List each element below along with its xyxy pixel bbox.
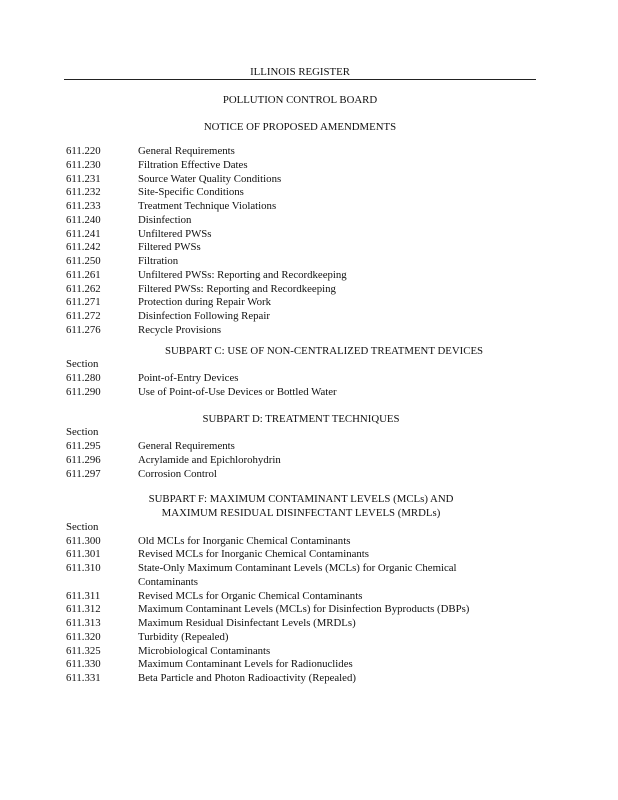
section-number: 611.313 — [66, 617, 101, 629]
notice-title: NOTICE OF PROPOSED AMENDMENTS — [203, 121, 397, 133]
section-title: Maximum Contaminant Levels (MCLs) for Disinfection Byproducts (DBPs) — [138, 603, 470, 616]
subpart-f-heading: SUBPART F: MAXIMUM CONTAMINANT LEVELS (MCLs) AND — [148, 493, 454, 506]
section-title: Disinfection Following Repair — [138, 310, 270, 322]
toc-row — [66, 386, 536, 400]
toc-row — [66, 645, 536, 659]
toc-row — [66, 186, 536, 200]
section-title: General Requirements — [138, 440, 235, 452]
section-number: 611.220 — [66, 145, 101, 157]
section-number: 611.311 — [66, 589, 101, 602]
section-column-label: Section — [66, 358, 99, 371]
toc-row — [66, 214, 536, 228]
toc-row — [66, 535, 536, 549]
toc-row — [66, 617, 536, 631]
section-number: 611.280 — [66, 372, 101, 384]
section-title: Filtered PWSs: Reporting and Recordkeeping — [138, 282, 336, 295]
header-rule — [64, 79, 536, 80]
section-title: Revised MCLs for Organic Chemical Contaminants — [138, 589, 363, 602]
toc-row — [66, 241, 536, 255]
toc-row — [66, 440, 536, 454]
section-number: 611.295 — [66, 440, 101, 452]
section-title: Unfiltered PWSs: Reporting and Recordkeeping — [138, 268, 347, 281]
section-title: Beta Particle and Photon Radioactivity (Repealed) — [138, 672, 356, 684]
toc-row — [66, 658, 536, 672]
section-title: Use of Point-of-Use Devices or Bottled Water — [138, 385, 337, 398]
toc-row — [66, 562, 536, 576]
subpart-c-heading: SUBPART C: USE OF NON-CENTRALIZED TREATMENT DEVICES — [164, 344, 484, 357]
section-number: 611.325 — [66, 644, 101, 657]
toc-row — [66, 631, 536, 645]
register-title: ILLINOIS REGISTER — [250, 66, 350, 78]
section-title: Filtration Effective Dates — [138, 158, 248, 171]
section-column-label: Section — [66, 520, 99, 533]
section-title: Microbiological Contaminants — [138, 644, 271, 657]
section-number: 611.300 — [66, 534, 101, 547]
toc-row — [66, 159, 536, 173]
section-column-label: Section — [66, 426, 99, 439]
section-number: 611.233 — [66, 200, 101, 212]
section-number: 611.262 — [66, 282, 101, 295]
section-title: Turbidity (Repealed) — [138, 630, 229, 643]
section-number: 611.276 — [66, 323, 101, 336]
section-title: Source Water Quality Conditions — [138, 172, 282, 185]
section-title: Recycle Provisions — [138, 323, 222, 336]
toc-row — [66, 324, 536, 338]
section-number: 611.301 — [66, 548, 101, 561]
section-title: Filtration — [138, 255, 179, 267]
section-number: 611.297 — [66, 467, 101, 480]
toc-row — [66, 228, 536, 242]
section-number: 611.290 — [66, 385, 101, 398]
section-number: 611.231 — [66, 172, 101, 185]
subpart-b-list — [66, 145, 536, 338]
toc-row — [66, 296, 536, 310]
toc-row — [66, 145, 536, 159]
section-title: Treatment Technique Violations — [138, 200, 277, 212]
table-of-contents — [66, 145, 536, 686]
section-title: Point-of-Entry Devices — [138, 372, 239, 384]
section-number: 611.271 — [66, 296, 101, 309]
toc-row — [66, 548, 536, 562]
toc-row — [66, 454, 536, 468]
toc-row — [66, 310, 536, 324]
section-title: General Requirements — [138, 145, 235, 157]
toc-row — [66, 672, 536, 686]
toc-row — [66, 603, 536, 617]
section-number: 611.240 — [66, 213, 101, 226]
section-number: 611.331 — [66, 672, 101, 684]
section-number: 611.230 — [66, 158, 101, 171]
section-number: 611.242 — [66, 241, 101, 254]
section-number: 611.250 — [66, 255, 101, 267]
toc-row — [66, 269, 536, 283]
section-title: Disinfection — [138, 213, 192, 226]
section-number: 611.261 — [66, 268, 101, 281]
section-number: 611.232 — [66, 186, 101, 199]
subpart-f-heading-line2: MAXIMUM RESIDUAL DISINFECTANT LEVELS (MRDLs) — [161, 507, 441, 519]
toc-row — [66, 255, 536, 269]
section-number: 611.296 — [66, 453, 101, 466]
section-number: 611.241 — [66, 227, 101, 240]
toc-row — [66, 590, 536, 604]
section-number: 611.310 — [66, 562, 101, 574]
toc-row — [66, 372, 536, 386]
section-title: Protection during Repair Work — [138, 296, 271, 309]
section-title: Old MCLs for Inorganic Chemical Contaminants — [138, 534, 351, 547]
toc-row — [66, 283, 536, 297]
section-title: Maximum Contaminant Levels for Radionuclides — [138, 658, 353, 671]
section-number: 611.272 — [66, 310, 101, 322]
section-title: Filtered PWSs — [138, 241, 201, 254]
section-title: Site-Specific Conditions — [138, 186, 244, 199]
toc-row — [66, 468, 536, 482]
section-number: 611.320 — [66, 630, 101, 643]
toc-row — [66, 200, 536, 214]
section-title: Revised MCLs for Inorganic Chemical Contaminants — [138, 548, 369, 561]
section-title: Maximum Residual Disinfectant Levels (MRDLs) — [138, 617, 356, 629]
section-title: Unfiltered PWSs — [138, 227, 212, 240]
section-title-continuation: Contaminants — [138, 575, 198, 588]
section-number: 611.330 — [66, 658, 101, 671]
section-title: Corrosion Control — [138, 467, 217, 480]
subpart-d-heading: SUBPART D: TREATMENT TECHNIQUES — [202, 412, 400, 425]
board-name: POLLUTION CONTROL BOARD — [222, 94, 378, 106]
toc-row — [66, 173, 536, 187]
section-title: State-Only Maximum Contaminant Levels (MCLs) for Organic Chemical — [138, 562, 457, 574]
section-title: Acrylamide and Epichlorohydrin — [138, 453, 281, 466]
section-number: 611.312 — [66, 603, 101, 616]
